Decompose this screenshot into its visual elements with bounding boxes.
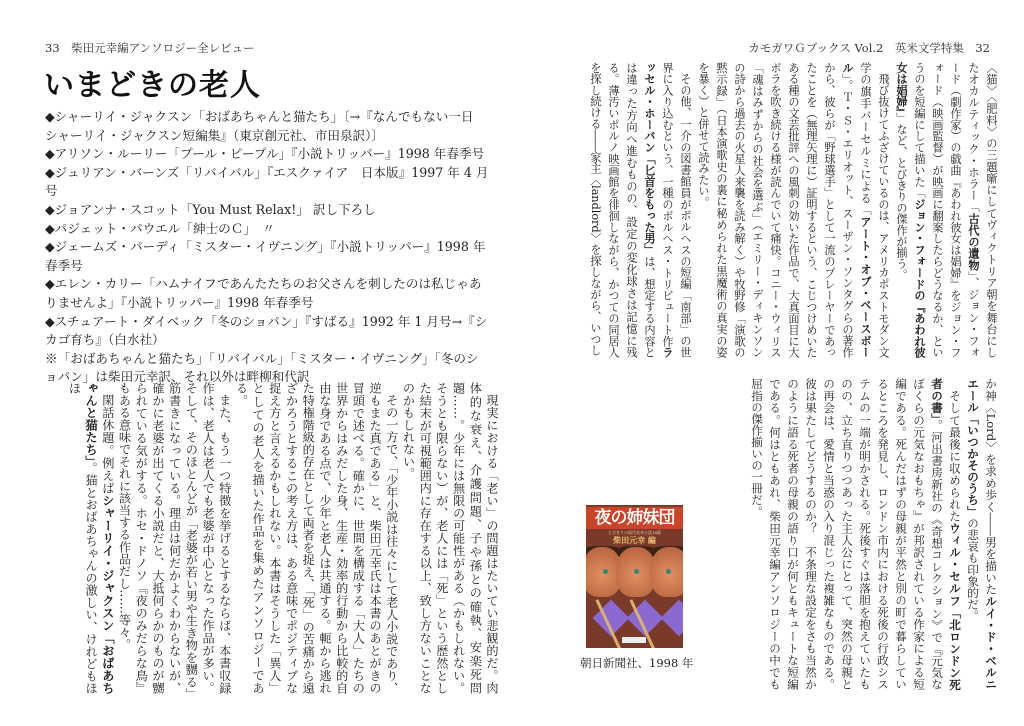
paragraph-text: 閑話休題。例えば — [100, 394, 115, 495]
contents-list-item: ◆ジョアンナ・スコット「You Must Relax!」 訳し下ろし — [45, 201, 376, 217]
body-paragraph — [586, 62, 694, 358]
book-cover-caption: 朝日新聞社、1998 年 — [580, 656, 694, 670]
paragraph-text: の悲哀も印象的だ。 — [966, 517, 980, 622]
paragraph-text: 。猫とおばあちゃんの激しい、けれどもほほ — [67, 382, 99, 694]
book-cover-title: 夜の姉妹団 — [586, 507, 683, 529]
paragraph-text: また、もう一つ特徴を挙げるとするならば、本書収録作は、老人は老人でも老婆が中心となった作品が多い。そして、そのほとんどが「老婆が若い男や生き物を嬲る」筋書きになっている。理由は何だかよくわからないが、確かに老婆が出てくる小説だと、大抵何らかのものが嬲られている気がする。ホセ・ドノソ『夜のみだらな鳥』もある意味でそれに該当する作品だし……等々。 — [117, 382, 232, 694]
body-paragraph — [233, 382, 400, 694]
eye-shape — [634, 569, 639, 574]
work-title-emphasis: ジョン・フォードの『あわれ彼女は娼婦』 — [895, 62, 926, 358]
body-paragraph — [892, 62, 1000, 358]
body-paragraph — [400, 382, 500, 694]
eye-shape — [666, 569, 671, 574]
contents-list-item: ※「おばあちゃんと猫たち」「リバイバル」「ミスター・イヴニング」「冬のショパン」は柴田元幸訳、それ以外は畔柳和代訳 — [45, 350, 479, 385]
paragraph-text: は、想定する内容とは違った方向へ進むものの、設定の変化球さは記憶に残る。薄汚いポルノ映画館を徘徊しながら、かつての同居人を探し続ける――家主〈landlord〉を探しながら、いつし — [589, 62, 656, 358]
paragraph-text: 。河出書房新社の《奇想コレクション》で『元気なぼくらの元気なおもちゃ』が邦訳されている作家による短編である。死んだはずの母親が平然と別の町で暮らしているところを発見し、ロンドン市内における死後の行政システムの一端が明かされる。死後すぐは落胆を抱えていたものの、立ち直りつつあった主人公にとって、突然の母親との再会は、愛情と当惑の入り混じった複雑なものである。彼は果たしてどうするのか？ 不条理な設定をさも当然かのように語る死者の母親の語り口が何ともキュートな短編である。何はともあれ、柴田元幸編アンソロジーの中でも屈指の傑作揃いの一冊だ。 — [750, 378, 944, 690]
contents-list-item: ◆シャーリイ・ジャクスン「おばあちゃんと猫たち」〔→『なんでもない一日 シャーリイ・ジャクスン短編集』（東京創元社、市田泉訳）〕 — [45, 109, 474, 143]
work-title-emphasis: ラッセル・ホーバン「匕首をもった男」 — [643, 62, 674, 358]
left-page-body-bottom — [26, 382, 500, 694]
page-header-left: 33 柴田元幸編アンソロジー全レビュー — [45, 41, 255, 55]
paragraph-text: そして最後に収められた — [948, 389, 962, 522]
page-header-right: カモガワＧブックス Vol.2 英米文学特集 32 — [748, 41, 990, 55]
article-title: いまどきの老人 — [44, 68, 261, 103]
work-title-emphasis: ルイ・ド・ベルニエール「いつかそのうち」 — [966, 378, 998, 690]
body-paragraph — [748, 378, 964, 690]
publisher-logo — [622, 637, 646, 643]
right-page-body-top — [548, 62, 1000, 358]
body-paragraph — [694, 62, 892, 358]
paragraph-text: か神〈Lord〉を求め歩く――男を描いた — [984, 378, 998, 596]
paragraph-text: その一方で、「少年小説は往々にして老人小説であり、逆もまた真である」と、柴田元幸氏は本書のあとがきの冒頭で述べる。確かに、世間を構成する「大人」たちの世界からはみだした身、生産・効率的行動から比較的自由な身である点で、少年と老人は共通する。軛から逃れた特権階級的存在として両者を捉え、「死」の苦痛から遠ざかろうとするこの考え方は、ある意味でポジティブな捉え方と言えるかもしれない。本書はそうした「異人」としての老人を描いた作品を集めたアンソロジーである。 — [234, 382, 399, 694]
body-paragraph — [116, 382, 233, 694]
book-cover-subtitle: とびきりの現代英米小説14篇 — [607, 530, 662, 535]
body-paragraph — [66, 382, 116, 694]
contents-list-item: ◆ジェームズ・パーディ「ミスター・イヴニング」『小説トリッパー』1998 年春季号 — [45, 239, 486, 273]
paragraph-text: 」、ジョン・フォード（劇作家）の戯曲『あわれ彼女は娼婦』をジョン・フォード（映画監督）が映画に翻案したらどうなるか、というのを短編にして描いた「 — [913, 62, 980, 359]
paragraph-text: 飛び抜けてふざけているのは、アメリカポストモダン文学の旗手バーセルミによる「 — [859, 62, 890, 358]
contents-list — [45, 108, 490, 387]
paragraph-text: 現実における「老い」の問題はたいてい悲観的だ。肉体的な衰え、介護問題、子や孫との確執、安楽死問題……。少年には無限の可能性がある（かもしれない。そうとも限らない）が、老人には「死」という歴然とした結末が可視範囲内に存在する以上、致し方ないことなのかもしれない。 — [401, 382, 499, 694]
body-paragraph — [964, 378, 1000, 690]
book-cover-author: 柴田元幸 編 — [613, 535, 656, 545]
work-title-emphasis: アート・オブ・ベースボール — [841, 62, 872, 358]
eye-shape — [603, 569, 608, 574]
contents-list-item: ◆パジェット・パウエル「紳士のＣ」 〃 — [45, 220, 275, 236]
work-title-emphasis: ウィル・セルフ「北ロンドン死者の書」 — [930, 378, 962, 690]
contents-list-item: ◆ジュリアン・バーンズ「リバイバル」『エスクァイア 日本版』1997 年 4 月号 — [45, 164, 489, 199]
work-title-emphasis: 古代の遺物 — [967, 213, 980, 272]
contents-list-item: ◆エレン・カリー「ハムナイフであんたたちのお父さんを刺したのは私じゃありませんよ」『小説トリッパー』1998 年春季号 — [45, 276, 482, 310]
work-title-emphasis: シャーリイ・ジャクスン「おばあちゃんと猫たち」 — [84, 382, 115, 694]
paragraph-text: 」など、とびきりの傑作が揃う。 — [895, 112, 908, 281]
contents-list-item: ◆アリソン・ルーリー「プール・ピープル」『小説トリッパー』1998 年春季号 — [45, 146, 485, 162]
paragraph-text: 〈猫〉〈肥料〉の三題噺にしてヴィクトリア朝を舞台にしたオカルティック・ホラー「 — [967, 62, 998, 358]
contents-list-item: ◆スチュアート・ダイベック「冬のショパン」『すばる』1992 年 1 月号→『シカゴ育ち』（白水社） — [45, 313, 488, 348]
right-page-body-bottom — [688, 378, 1000, 690]
paragraph-text: その他、一介の図書館員がボルヘスの短編「南部」の世界に入り込むという、一種のボルヘス・トリビュート作 — [661, 62, 692, 358]
diamond-shape — [661, 600, 683, 637]
paragraph-text: 」。Ｔ・Ｓ・エリオット、スーザン・ソンタグらの著作から、彼らが「野球選手」として一流のプレーヤーであったことを（無理矢理に）証明するという、こじつけめいたある種の文芸批評への風刺の効いた作品で、大真面目に大ボラを吹き続ける様が読んでいて痛快。コニー・ウィリス「魂はみずからの社会を選ぶ」（エミリー・ディキンソンの詩から過去の火星人来襲を読み解く）や牧野修「演歌の黙示録」（日本演歌史の裏に秘められた黒魔術の真実の姿を暴く）と併せて読みたい。 — [697, 62, 854, 358]
book-cover-image — [586, 505, 683, 648]
